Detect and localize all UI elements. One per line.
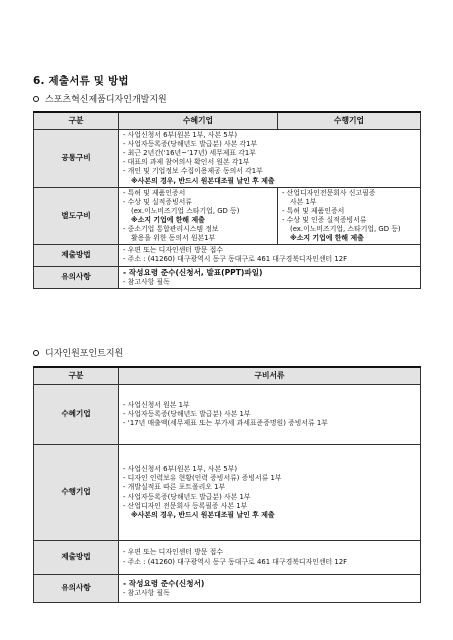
section2-heading — [33, 346, 123, 359]
header-category: 구분 — [34, 112, 119, 130]
table-row-notes — [34, 266, 421, 288]
separate-left-note: ※소지 기업에 한해 제출 — [131, 215, 205, 224]
common-line: - 대표의 과제 참여의사 확인서 원본 각1부 — [123, 158, 250, 167]
beneficiary-line: - 사업신청서 원본 1부 — [123, 400, 190, 409]
table-header-row — [34, 367, 421, 385]
header-documents: 구비서류 — [119, 367, 421, 385]
method-line: - 우편 또는 디자인센터 방문 접수 — [123, 548, 223, 557]
separate-right-line: - 특허 및 제품인증서 — [282, 206, 345, 215]
header-category: 구분 — [34, 367, 119, 385]
separate-left-line: - 수상 및 실적증빙서류 — [123, 197, 192, 206]
row-label-notes: 유의사항 — [34, 575, 119, 603]
notes-content — [119, 266, 421, 288]
common-content — [119, 130, 421, 188]
section1-heading — [33, 92, 167, 105]
separate-right-line: (ex.이노비즈기업, 스타기업, GD 등) — [290, 225, 401, 234]
method-line: - 주소 : (41260) 대구광역시 동구 동대구로 461 대구경북디자인센터 12F — [123, 255, 348, 264]
notes-line: - 작성요령 준수(신청서) — [123, 578, 205, 588]
table-row-separate — [34, 187, 421, 245]
performer-note: ※사본의 경우, 반드시 원본대조필 날인 후 제출 — [131, 510, 275, 519]
notes-line: - 작성요령 준수(신청서, 발표(PPT)파일) — [123, 267, 263, 277]
separate-left-line: - 중소기업 통합관리시스템 정보 — [123, 225, 219, 234]
table-row-notes — [34, 575, 421, 603]
separate-left-line: - 특허 및 제품인증서 — [123, 188, 186, 197]
row-label-method: 제출방법 — [34, 541, 119, 575]
performer-line: - 사업자등록증(당해년도 발급분) 사본 1부 — [123, 492, 251, 501]
performer-line: - 산업디자인 전문회사 등록필증 사본 1부 — [123, 501, 248, 510]
method-line: - 우편 또는 디자인센터 방문 접수 — [123, 246, 223, 255]
beneficiary-line: - 사업자등록증(당해년도 발급분) 사본 1부 — [123, 409, 251, 418]
table-row-common — [34, 130, 421, 188]
section1-heading-text: 스포츠혁신제품디자인개발지원 — [45, 95, 167, 105]
row-label-beneficiary: 수혜기업 — [34, 385, 119, 445]
section2-table — [33, 366, 421, 603]
header-performer: 수행기업 — [278, 112, 421, 130]
common-note: ※사본의 경우, 반드시 원본대조필 날인 후 제출 — [131, 176, 275, 185]
circle-bullet-icon — [33, 96, 39, 102]
beneficiary-line: - ‘17년 매출액(세무제표 또는 부가세 과세표준증명원) 증빙서류 1부 — [123, 419, 328, 428]
section1-table — [33, 111, 421, 289]
row-label-method: 제출방법 — [34, 245, 119, 266]
separate-right-line: - 수상 및 인증 실적증빙서류 — [282, 215, 367, 224]
notes-line: - 참고사항 필독 — [123, 588, 170, 597]
row-label-common: 공통구비 — [34, 130, 119, 188]
method-content — [119, 541, 421, 575]
row-label-separate: 별도구비 — [34, 187, 119, 245]
circle-bullet-icon — [33, 350, 39, 356]
notes-content — [119, 575, 421, 603]
table-header-row — [34, 112, 421, 130]
table-row-method — [34, 541, 421, 575]
separate-right — [278, 187, 421, 245]
table-row-performer — [34, 445, 421, 541]
performer-line: - 개발실적표 따른 포트폴리오 1부 — [123, 483, 226, 492]
common-line: - 사업자등록증(당해년도 발급분) 사본 각1부 — [123, 140, 258, 149]
method-line: - 주소 : (41260) 대구광역시 동구 동대구로 461 대구경북디자인센터 12F — [123, 557, 348, 566]
page-title: 6. 제출서류 및 방법 — [33, 75, 129, 87]
beneficiary-content — [119, 385, 421, 445]
notes-line: - 참고사항 필독 — [123, 277, 170, 286]
separate-right-line: - 산업디자인전문회사 신고필증 — [282, 188, 376, 197]
method-content — [119, 245, 421, 266]
separate-left-line: 활용을 위한 동의서 원본1부 — [131, 234, 216, 243]
separate-left — [119, 187, 278, 245]
performer-content — [119, 445, 421, 541]
separate-right-note: ※소지 기업에 한해 제출 — [290, 234, 364, 243]
common-line: - 개인 및 기업정보 수집이용제공 동의서 각1부 — [123, 167, 263, 176]
performer-line: - 사업신청서 6부(원본 1부, 사본 5부) — [123, 465, 238, 474]
performer-line: - 디자인 인력보유 현황(인력 증빙서류) 증빙서류 1부 — [123, 474, 282, 483]
table-row-method — [34, 245, 421, 266]
section2-heading-text: 디자인원포인트지원 — [45, 349, 124, 359]
common-line: - 사업신청서 6부(원본 1부, 사본 5부) — [123, 131, 238, 139]
common-line: - 최근 2년간(‘16년~’17년) 세무제표 각1부 — [123, 149, 256, 158]
table-row-beneficiary — [34, 385, 421, 445]
header-beneficiary: 수혜기업 — [119, 112, 278, 130]
separate-right-line: 사본 1부 — [290, 197, 317, 206]
separate-left-line: (ex.이노비즈기업 스타기업, GD 등) — [131, 206, 240, 215]
row-label-performer: 수행기업 — [34, 445, 119, 541]
row-label-notes: 유의사항 — [34, 266, 119, 288]
